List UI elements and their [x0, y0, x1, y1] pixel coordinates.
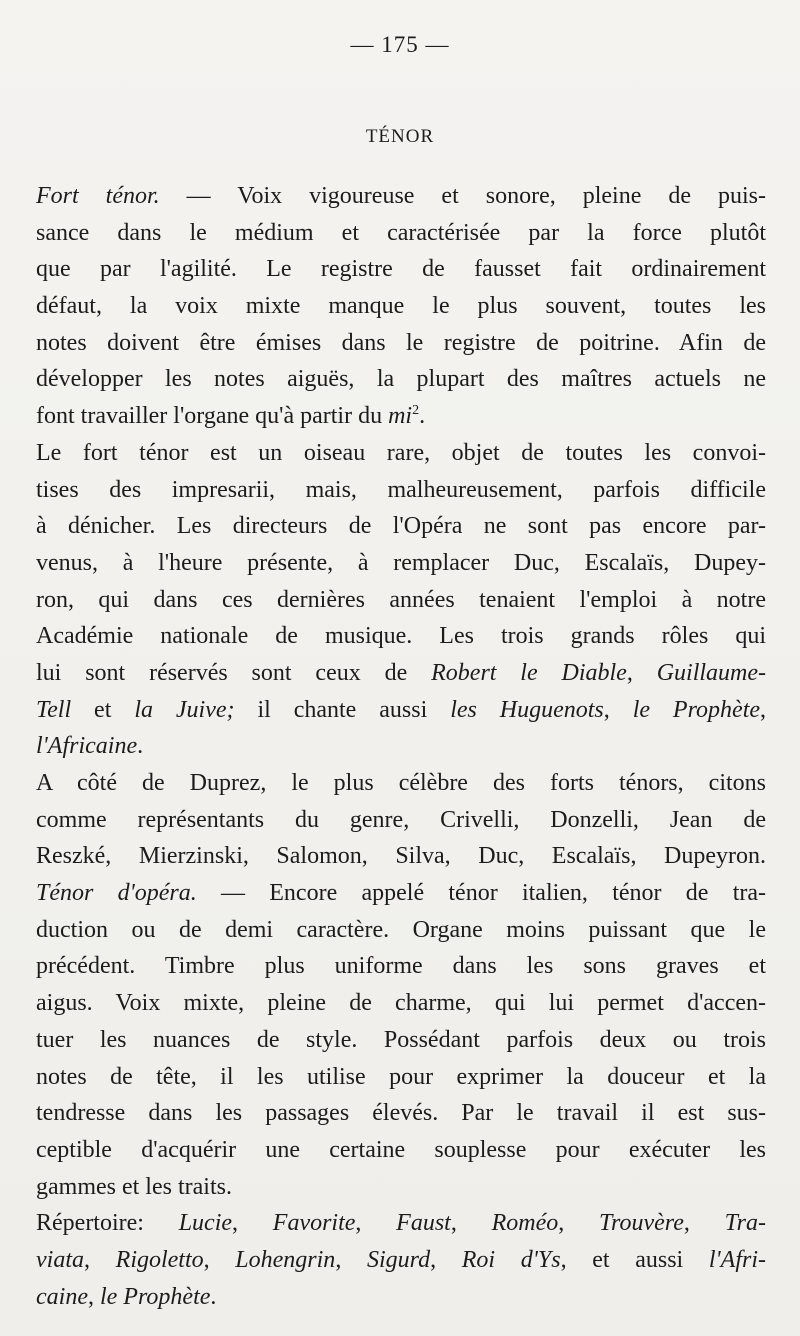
text-run: et — [71, 696, 135, 723]
italic-text: Tra- — [724, 1210, 766, 1237]
text-line — [36, 508, 766, 545]
text-run: , — [430, 1246, 462, 1273]
italic-text: Roi d'Ys — [461, 1246, 561, 1273]
section-title: TÉNOR — [365, 126, 435, 147]
text-run: , — [355, 1210, 397, 1237]
text-run: ron, qui dans ces dernières années tenaient l'emploi à notre — [36, 586, 766, 613]
text-line — [36, 361, 766, 398]
text-line — [36, 948, 766, 985]
text-line — [36, 398, 766, 435]
italic-text: Robert le Diable — [431, 659, 627, 686]
text-line — [36, 838, 766, 875]
text-run: précédent. Timbre plus uniforme dans les sons graves et — [36, 953, 766, 980]
text-run: développer les notes aiguës, la plupart des maîtres actuels ne — [36, 366, 766, 393]
italic-text: l'Afri- — [708, 1246, 766, 1273]
text-line — [36, 692, 766, 729]
italic-text: Roméo — [491, 1210, 559, 1237]
text-run: Académie nationale de musique. Les trois grands rôles qui — [36, 623, 766, 650]
italic-text: Guillaume- — [656, 659, 767, 686]
text-line — [36, 618, 766, 655]
text-line — [36, 802, 766, 839]
italic-text: Trouvère — [599, 1210, 684, 1237]
text-run: défaut, la voix mixte manque le plus souvent, toutes les — [36, 293, 766, 320]
text-run: que par l'agilité. Le registre de fausset fait ordinairement — [36, 256, 766, 283]
text-line — [36, 912, 766, 949]
superscript: 2 — [412, 403, 420, 419]
italic-text: Tell — [36, 696, 72, 723]
text-line — [36, 728, 766, 765]
text-run: , — [335, 1246, 367, 1273]
text-run: Reszké, Mierzinski, Salomon, Silva, Duc, Escalaïs, Dupeyron. — [36, 843, 766, 870]
text-run: , et aussi — [560, 1246, 709, 1273]
text-line — [36, 435, 766, 472]
page-number: — 175 — — [350, 32, 450, 57]
text-run: . — [419, 403, 426, 430]
text-run: aigus. Voix mixte, pleine de charme, qui lui permet d'accen- — [36, 990, 766, 1017]
text-line — [36, 178, 766, 215]
italic-text: Favorite — [272, 1210, 356, 1237]
text-line — [36, 1169, 766, 1206]
text-line — [36, 1132, 766, 1169]
text-line — [36, 1279, 766, 1316]
text-line — [36, 1022, 766, 1059]
text-run: tendresse dans les passages élevés. Par le travail il est sus- — [36, 1100, 766, 1127]
text-run: tuer les nuances de style. Possédant parfois deux ou trois — [36, 1026, 766, 1053]
text-line — [36, 545, 766, 582]
text-run: , — [760, 696, 767, 723]
italic-text: viata — [36, 1246, 84, 1273]
italic-text: mi — [388, 403, 413, 430]
text-run: , — [232, 1210, 273, 1237]
text-line — [36, 655, 766, 692]
text-run: sance dans le médium et caractérisée par la force plutôt — [36, 219, 766, 246]
italic-text: Fort ténor. — [36, 183, 160, 209]
text-line — [36, 288, 766, 325]
text-line — [36, 985, 766, 1022]
text-run: Le fort ténor est un oiseau rare, objet de toutes les convoi- — [36, 439, 766, 466]
italic-text: le Prophète — [632, 696, 761, 723]
text-run: ceptible d'acquérir une certaine souplesse pour exécuter les — [36, 1136, 766, 1163]
text-line — [36, 215, 766, 252]
text-run: tises des impresarii, mais, malheureusement, parfois difficile — [36, 476, 766, 503]
text-run: , — [203, 1246, 236, 1273]
italic-text: l'Africaine — [36, 733, 138, 760]
text-run: lui sont réservés sont ceux de — [36, 659, 432, 686]
italic-text: Lohengrin — [235, 1246, 336, 1273]
body-text — [36, 178, 766, 1315]
text-run: gammes et les traits. — [36, 1173, 232, 1200]
text-line — [36, 1242, 766, 1279]
text-run: , — [84, 1246, 116, 1273]
text-run: , — [683, 1210, 725, 1237]
text-line — [36, 1095, 766, 1132]
italic-text: Faust — [396, 1210, 451, 1237]
italic-text: le Prophète — [99, 1283, 211, 1310]
text-line — [36, 582, 766, 619]
italic-text: Rigoletto — [115, 1246, 204, 1273]
text-line — [36, 251, 766, 288]
text-run: notes doivent être émises dans le registre de poitrine. Afin de — [36, 329, 766, 356]
text-line — [36, 1205, 766, 1242]
text-line — [36, 472, 766, 509]
italic-text: Sigurd — [366, 1246, 431, 1273]
text-run: il chante aussi — [234, 696, 451, 723]
text-line — [36, 875, 766, 912]
text-run: , — [87, 1283, 100, 1310]
text-run: , — [450, 1210, 492, 1237]
italic-text: caine — [36, 1283, 88, 1310]
text-run: notes de tête, il les utilise pour exprimer la douceur et la — [36, 1063, 766, 1090]
text-run: venus, à l'heure présente, à remplacer Duc, Escalaïs, Dupey- — [36, 549, 766, 576]
italic-text: la Juive; — [134, 696, 235, 723]
italic-text: les Huguenots — [450, 696, 604, 723]
text-run: A côté de Duprez, le plus célèbre des forts ténors, citons — [36, 770, 766, 796]
text-run: — Encore appelé ténor italien, ténor de tra- — [196, 880, 766, 907]
text-run: — Voix vigoureuse et sonore, pleine de puis- — [159, 183, 767, 209]
text-run: , — [626, 659, 657, 686]
text-line — [36, 1059, 766, 1096]
text-run: , — [558, 1210, 599, 1237]
text-run: à dénicher. Les directeurs de l'Opéra ne sont pas encore par- — [36, 513, 766, 540]
text-line — [36, 325, 766, 362]
text-line — [36, 765, 766, 802]
text-run: , — [603, 696, 633, 723]
italic-text: Ténor d'opéra. — [36, 880, 197, 907]
text-run: comme représentants du genre, Crivelli, Donzelli, Jean de — [36, 806, 766, 833]
italic-text: Lucie — [178, 1210, 233, 1237]
text-run: . — [137, 733, 144, 760]
text-run: . — [210, 1283, 217, 1310]
text-run: Répertoire: — [36, 1210, 179, 1237]
text-run: font travailler l'organe qu'à partir du — [36, 403, 389, 430]
text-run: duction ou de demi caractère. Organe moins puissant que le — [36, 916, 766, 943]
